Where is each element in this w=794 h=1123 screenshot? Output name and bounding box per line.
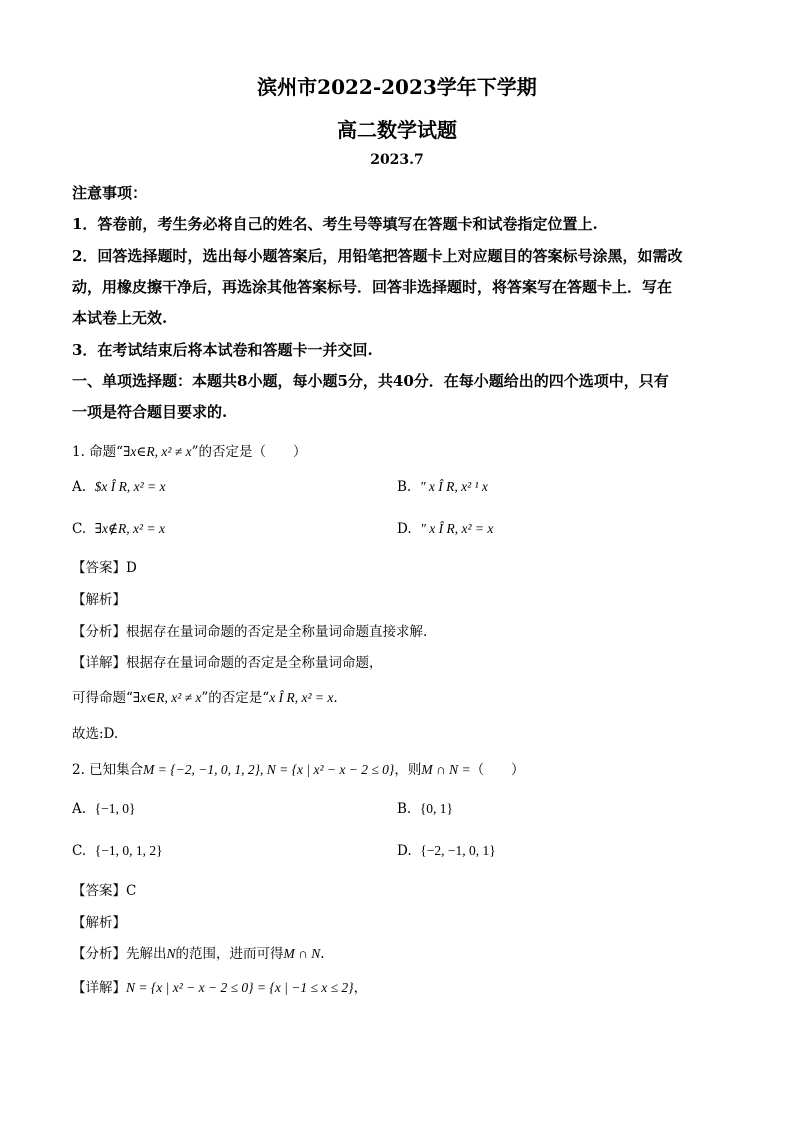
q2-option-d: D. {−2, −1, 0, 1} xyxy=(397,843,496,859)
q1-fenxi: 【分析】根据存在量词命题的否定是全称量词命题直接求解. xyxy=(72,624,428,640)
q1-option-b: B. " x Î R, x² ¹ x xyxy=(397,479,488,495)
q2-answer: 【答案】C xyxy=(72,883,137,899)
section-1-line-2: 一项是符合题目要求的. xyxy=(72,403,228,421)
exam-title: 滨州市2022-2023学年下学期 xyxy=(257,75,537,99)
q2-option-c: C. {−1, 0, 1, 2} xyxy=(72,843,163,859)
exam-subtitle: 高二数学试题 xyxy=(337,118,457,142)
exam-date: 2023.7 xyxy=(370,152,424,168)
q1-choose: 故选:D. xyxy=(72,726,119,742)
question-2-stem: 2. 已知集合M = {−2, −1, 0, 1, 2}, N = {x | x² − x − 2 ≤ 0}，则M ∩ N =（ ） xyxy=(72,762,525,778)
q1-option-a: A. $x Î R, x² = x xyxy=(72,479,166,495)
note-2-line-1: 2．回答选择题时，选出每小题答案后，用铅笔把答题卡上对应题目的答案标号涂黑，如需改 xyxy=(72,247,683,265)
q2-xiangjie: 【详解】N = {x | x² − x − 2 ≤ 0} = {x | −1 ≤ x ≤ 2}， xyxy=(72,980,368,996)
note-1: 1．答卷前，考生务必将自己的姓名、考生号等填写在答题卡和试卷指定位置上. xyxy=(72,215,598,233)
q1-option-d: D. " x Î R, x² = x xyxy=(397,521,494,537)
note-2-line-2: 动，用橡皮擦干净后，再选涂其他答案标号．回答非选择题时，将答案写在答题卡上．写在 xyxy=(72,278,673,296)
notes-heading: 注意事项： xyxy=(72,184,148,202)
q1-option-c: C. ∃x∉R, x² = x xyxy=(72,521,165,537)
q2-option-a: A. {−1, 0} xyxy=(72,801,136,817)
note-3: 3．在考试结束后将本试卷和答题卡一并交回. xyxy=(72,341,373,359)
section-1-line-1: 一、单项选择题：本题共8小题，每小题5分，共40分．在每小题给出的四个选项中，只有 xyxy=(72,372,669,390)
q1-proposition: ∃x∈R, x² ≠ x xyxy=(123,444,192,459)
q2-analysis-tag: 【解析】 xyxy=(72,915,126,931)
q2-fenxi: 【分析】先解出N的范围，进而可得M ∩ N. xyxy=(72,946,325,962)
q1-derivation: 可得命题“∃x∈R, x² ≠ x”的否定是“x Î R, x² = x. xyxy=(72,690,338,706)
q2-option-b: B. {0, 1} xyxy=(397,801,454,817)
q1-analysis-tag: 【解析】 xyxy=(72,592,126,608)
q1-xiangjie: 【详解】根据存在量词命题的否定是全称量词命题， xyxy=(72,655,383,671)
question-1-stem: 1. 命题“∃x∈R, x² ≠ x”的否定是（ ） xyxy=(72,444,307,460)
q2-sets: M = {−2, −1, 0, 1, 2}, N = {x | x² − x − 2 ≤ 0} xyxy=(143,762,395,777)
q1-answer: 【答案】D xyxy=(72,560,137,576)
note-2-line-3: 本试卷上无效. xyxy=(72,309,168,327)
